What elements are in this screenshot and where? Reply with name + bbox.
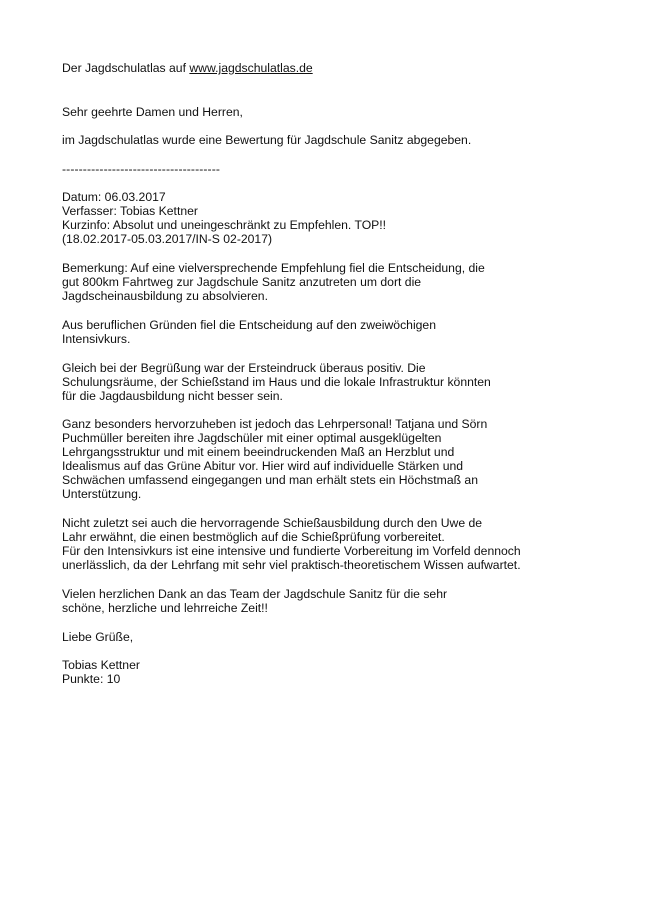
paragraph-gruende bbox=[62, 318, 436, 346]
paragraph-line: Puchmüller bereiten ihre Jagdschüler mit einer optimal ausgeklügelten bbox=[62, 431, 442, 445]
meta-verfasser: Verfasser: Tobias Kettner bbox=[62, 204, 198, 218]
header-line bbox=[62, 61, 313, 75]
paragraph-line: Idealismus auf das Grüne Abitur vor. Hier wird auf individuelle Stärken und bbox=[62, 459, 464, 473]
divider: -------------------------------------- bbox=[62, 162, 221, 176]
paragraph-line: Ganz besonders hervorzuheben ist jedoch das Lehrpersonal! Tatjana und Sörn bbox=[62, 417, 488, 431]
paragraph-line: Vielen herzlichen Dank an das Team der Jagdschule Sanitz für die sehr bbox=[62, 587, 448, 601]
paragraph-line: Nicht zuletzt sei auch die hervorragende Schießausbildung durch den Uwe de bbox=[62, 516, 483, 530]
paragraph-line: gut 800km Fahrtweg zur Jagdschule Sanitz anzutreten um dort die bbox=[62, 275, 422, 289]
paragraph-line: unerlässlich, da der Lehrfang mit sehr viel praktisch-theoretischem Wissen aufwartet. bbox=[62, 558, 521, 572]
paragraph-line: Aus beruflichen Gründen fiel die Entscheidung auf den zweiwöchigen bbox=[62, 318, 436, 332]
paragraph-line: Jagdscheinausbildung zu absolvieren. bbox=[62, 289, 268, 303]
paragraph-line: Lahr erwähnt, die einen bestmöglich auf die Schießprüfung vorbereitet. bbox=[62, 530, 445, 544]
paragraph-line: Gleich bei der Begrüßung war der Ersteindruck überaus positiv. Die bbox=[62, 361, 426, 375]
signature-punkte: Punkte: 10 bbox=[62, 672, 121, 686]
paragraph-line: Lehrgangsstruktur und mit einem beeindruckenden Maß an Herzblut und bbox=[62, 445, 455, 459]
signature-name: Tobias Kettner bbox=[62, 658, 140, 672]
meta-kurzinfo: Kurzinfo: Absolut und uneingeschränkt zu Empfehlen. TOP!! bbox=[62, 218, 387, 232]
paragraph-dank bbox=[62, 587, 447, 615]
signature-block bbox=[62, 658, 140, 686]
paragraph-line: Schwächen umfassend eingegangen und man erhält stets ein Höchstmaß an bbox=[62, 473, 478, 487]
header-prefix: Der Jagdschulatlas auf bbox=[62, 61, 190, 75]
paragraph-line: Für den Intensivkurs ist eine intensive und fundierte Vorbereitung im Vorfeld dennoch bbox=[62, 544, 521, 558]
jagdschulatlas-link[interactable]: www.jagdschulatlas.de bbox=[189, 61, 313, 75]
paragraph-begruessung bbox=[62, 361, 491, 403]
paragraph-line: Bemerkung: Auf eine vielversprechende Empfehlung fiel die Entscheidung, die bbox=[62, 261, 485, 275]
paragraph-schiessausbildung bbox=[62, 516, 521, 572]
meta-kurs: (18.02.2017-05.03.2017/IN-S 02-2017) bbox=[62, 232, 273, 246]
paragraph-line: Schulungsräume, der Schießstand im Haus und die lokale Infrastruktur könnten bbox=[62, 375, 491, 389]
paragraph-bemerkung bbox=[62, 261, 485, 303]
paragraph-lehrpersonal bbox=[62, 417, 487, 501]
closing: Liebe Grüße, bbox=[62, 630, 134, 644]
meta-datum: Datum: 06.03.2017 bbox=[62, 190, 166, 204]
paragraph-line: Unterstützung. bbox=[62, 487, 142, 501]
intro-text: im Jagdschulatlas wurde eine Bewertung für Jagdschule Sanitz abgegeben. bbox=[62, 133, 472, 147]
paragraph-line: für die Jagdausbildung nicht besser sein. bbox=[62, 389, 283, 403]
meta-block bbox=[62, 190, 386, 246]
paragraph-line: schöne, herzliche und lehrreiche Zeit!! bbox=[62, 601, 268, 615]
greeting: Sehr geehrte Damen und Herren, bbox=[62, 105, 243, 119]
paragraph-line: Intensivkurs. bbox=[62, 332, 131, 346]
